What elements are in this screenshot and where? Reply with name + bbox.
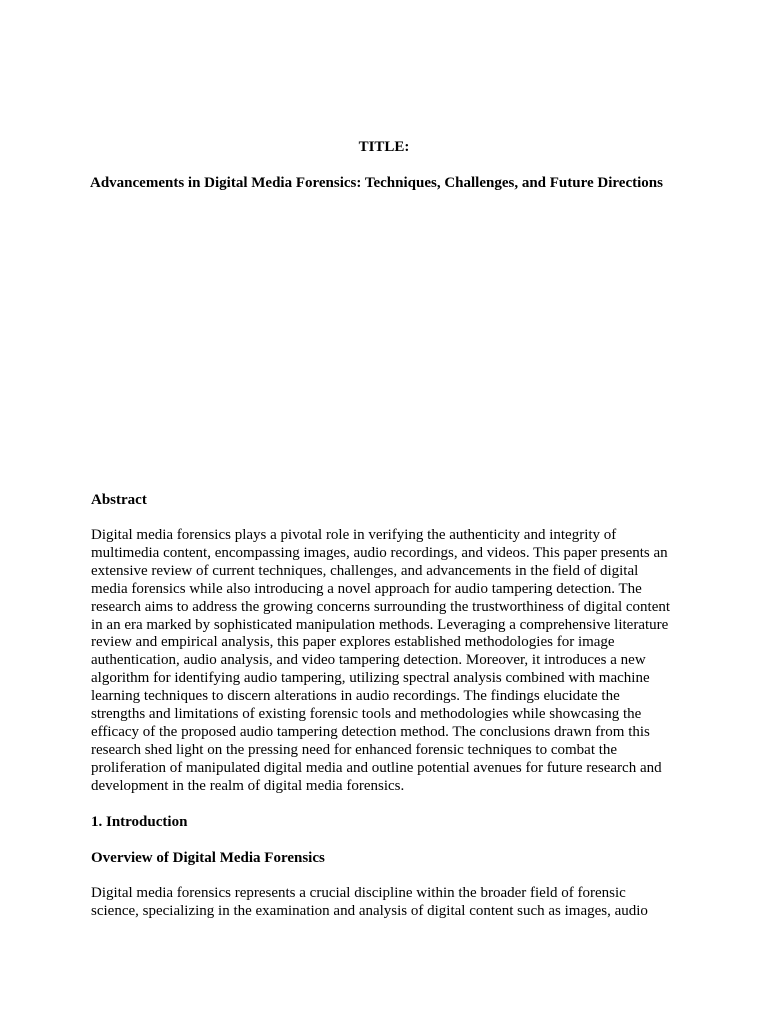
abstract-line: proliferation of manipulated digital media and outline potential avenues for future research and bbox=[91, 759, 662, 776]
abstract-paragraph bbox=[91, 527, 679, 796]
abstract-line: algorithm for identifying audio tampering, utilizing spectral analysis combined with machine bbox=[91, 670, 650, 687]
abstract-heading: Abstract bbox=[91, 492, 147, 508]
abstract-line: research shed light on the pressing need for enhanced forensic techniques to combat the bbox=[91, 741, 618, 758]
introduction-line: Digital media forensics represents a crucial discipline within the broader field of forensic bbox=[91, 885, 626, 901]
abstract-line: learning techniques to discern alterations in audio recordings. The findings elucidate the bbox=[91, 688, 620, 705]
introduction-paragraph bbox=[91, 885, 679, 921]
abstract-line: authentication, audio analysis, and video tampering detection. Moreover, it introduces a new bbox=[91, 652, 646, 669]
abstract-line: multimedia content, encompassing images, audio recordings, and videos. This paper presents an bbox=[91, 544, 668, 561]
abstract-line: development in the realm of digital media forensics. bbox=[91, 777, 405, 794]
introduction-heading: 1. Introduction bbox=[91, 814, 188, 830]
abstract-line: strengths and limitations of existing forensic tools and methodologies while showcasing the bbox=[91, 706, 642, 723]
abstract-line: in an era marked by sophisticated manipulation methods. Leveraging a comprehensive literature bbox=[91, 616, 669, 633]
title-label: TITLE: bbox=[358, 139, 410, 155]
abstract-line: media forensics while also introducing a novel approach for audio tampering detection. The bbox=[91, 580, 642, 597]
abstract-line: extensive review of current techniques, challenges, and advancements in the field of digital bbox=[91, 562, 639, 579]
overview-subheading: Overview of Digital Media Forensics bbox=[91, 850, 325, 866]
abstract-line: review and empirical analysis, this paper explores established methodologies for image bbox=[91, 634, 615, 651]
introduction-line: science, specializing in the examination and analysis of digital content such as images, audio bbox=[91, 902, 648, 919]
abstract-line: Digital media forensics plays a pivotal role in verifying the authenticity and integrity of bbox=[91, 527, 617, 543]
document-title: Advancements in Digital Media Forensics: Techniques, Challenges, and Future Directions bbox=[90, 175, 663, 191]
abstract-line: research aims to address the growing concerns surrounding the trustworthiness of digital content bbox=[91, 598, 671, 615]
abstract-line: efficacy of the proposed audio tampering detection method. The conclusions drawn from this bbox=[91, 723, 650, 740]
